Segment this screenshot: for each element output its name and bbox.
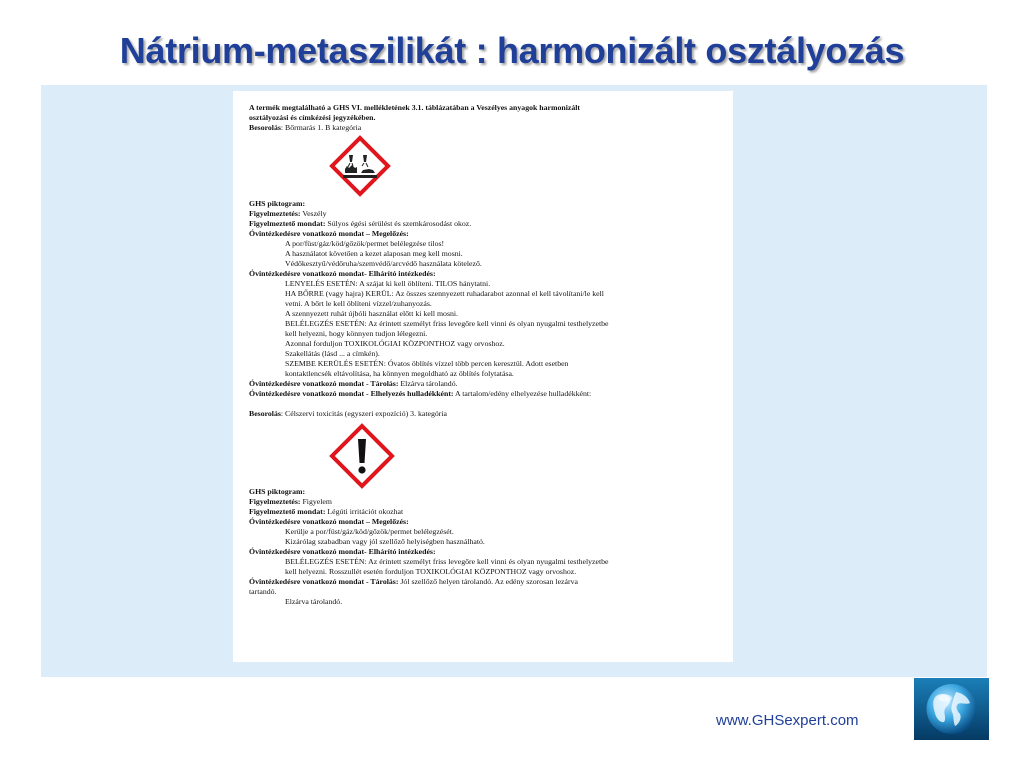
megelozes-line: Védőkesztyű/védőruha/szemvédő/arcvédő használata kötelező.	[285, 259, 482, 268]
slide-title: Nátrium-metaszilikát : harmonizált osztályozás	[119, 30, 905, 71]
elharito-label-1: Óvintézkedésre vonatkozó mondat- Elhárító intézkedés:	[249, 269, 436, 278]
tarolas-label: Óvintézkedésre vonatkozó mondat - Tárolás:	[249, 577, 399, 586]
elharito-line: kontaktlencsék eltávolítása, ha könnyen megoldható az öblítés folytatása.	[285, 369, 514, 378]
tarolas-1	[249, 379, 719, 389]
figyelmeztetes-value: Figyelem	[300, 497, 332, 506]
figyelmezteto-mondat-value: Súlyos égési sérülést és szemkárosodást okoz.	[325, 219, 472, 228]
elharito-line: kell helyezni. Rosszullét esetén forduljon TOXIKOLÓGIAI KÖZPONTHOZ vagy orvoshoz.	[285, 567, 577, 576]
ghs-piktogram-label-2: GHS piktogram:	[249, 487, 306, 496]
tarolas-2	[249, 577, 719, 587]
tarolas-cont: tartandó.	[249, 587, 277, 596]
elhelyezes-value: A tartalom/edény elhelyezése hulladékként:	[453, 389, 592, 398]
elharito-label-2: Óvintézkedésre vonatkozó mondat- Elhárító intézkedés:	[249, 547, 436, 556]
megelozes-line: A használatot követően a kezet alaposan meg kell mosni.	[285, 249, 463, 258]
elharito-line: Azonnal forduljon TOXIKOLÓGIAI KÖZPONTHOZ vagy orvoshoz.	[285, 339, 505, 348]
besorolas-1	[249, 123, 719, 133]
besorolas-label: Besorolás	[249, 123, 281, 132]
elharito-line: BELÉLEGZÉS ESETÉN: Az érintett személyt friss levegőre kell vinni és olyan nyugalmi testhelyzetbe	[285, 557, 609, 566]
elharito-line: HA BŐRRE (vagy hajra) KERÜL: Az összes szennyezett ruhadarabot azonnal el kell távolítani/le kell	[285, 289, 604, 298]
figyelmezteto-mondat-label: Figyelmeztető mondat:	[249, 507, 326, 516]
figyelmeztetes-1	[249, 209, 719, 219]
footer-url-link[interactable]: www.GHSexpert.com	[716, 712, 859, 729]
intro-line-1: A termék megtalálható a GHS VI. mellékletének 3.1. táblázatában a Veszélyes anyagok harmonizált	[249, 103, 580, 112]
elharito-line: vetni. A bőrt le kell öblíteni vízzel/zuhanyozás.	[285, 299, 432, 308]
megelozes-label-1: Óvintézkedésre vonatkozó mondat – Megelőzés:	[249, 229, 409, 238]
figyelmeztetes-label: Figyelmeztetés:	[249, 497, 301, 506]
elharito-line: kell helyezni, hogy könnyen tudjon lélegezni.	[285, 329, 428, 338]
figyelmezteto-mondat-1	[249, 219, 719, 229]
figyelmezteto-mondat-label: Figyelmeztető mondat:	[249, 219, 326, 228]
besorolas-2	[249, 409, 719, 419]
figyelmeztetes-2	[249, 497, 719, 507]
figyelmeztetes-value: Veszély	[300, 209, 327, 218]
corrosion-pictogram-icon	[329, 135, 719, 195]
intro-line-2: osztályozási és címkézési jegyzékében.	[249, 113, 376, 122]
megelozes-line: Kizárólag szabadban vagy jól szellőző helyiségben használható.	[285, 537, 485, 546]
elharito-line: SZEMBE KERÜLÉS ESETÉN: Óvatos öblítés vízzel több percen keresztül. Adott esetben	[285, 359, 569, 368]
elharito-line: LENYELÉS ESETÉN: A szájat ki kell öblíteni. TILOS hánytatni.	[285, 279, 491, 288]
exclamation-pictogram-icon	[329, 423, 719, 483]
besorolas-value: : Bőrmarás 1. B kategória	[280, 123, 362, 132]
figyelmeztetes-label: Figyelmeztetés:	[249, 209, 301, 218]
elzarva-line: Elzárva tárolandó.	[285, 597, 343, 606]
elharito-line: BELÉLEGZÉS ESETÉN: Az érintett személyt friss levegőre kell vinni és olyan nyugalmi testhelyzetbe	[285, 319, 609, 328]
megelozes-line: Kerülje a por/füst/gáz/köd/gőzök/permet belélegzését.	[285, 527, 454, 536]
besorolas-value: : Célszervi toxicitás (egyszeri expozíció) 3. kategória	[280, 409, 447, 418]
elhelyezes-1	[249, 389, 719, 399]
figyelmezteto-mondat-2	[249, 507, 719, 517]
globe-icon	[914, 678, 989, 740]
ghs-piktogram-label-1: GHS piktogram:	[249, 199, 306, 208]
tarolas-value: Jól szellőző helyen tárolandó. Az edény szorosan lezárva	[398, 577, 578, 586]
figyelmezteto-mondat-value: Légúti irritációt okozhat	[325, 507, 404, 516]
document-page	[233, 91, 733, 662]
elhelyezes-label: Óvintézkedésre vonatkozó mondat - Elhelyezés hulladékként:	[249, 389, 454, 398]
megelozes-label-2: Óvintézkedésre vonatkozó mondat – Megelőzés:	[249, 517, 409, 526]
megelozes-line: A por/füst/gáz/köd/gőzök/permet belélegzése tilos!	[285, 239, 445, 248]
besorolas-label: Besorolás	[249, 409, 281, 418]
elharito-line: Szakellátás (lásd ... a címkén).	[285, 349, 380, 358]
tarolas-value: Elzárva tárolandó.	[398, 379, 458, 388]
elharito-line: A szennyezett ruhát újbóli használat előtt ki kell mosni.	[285, 309, 459, 318]
tarolas-label: Óvintézkedésre vonatkozó mondat - Tárolás:	[249, 379, 399, 388]
